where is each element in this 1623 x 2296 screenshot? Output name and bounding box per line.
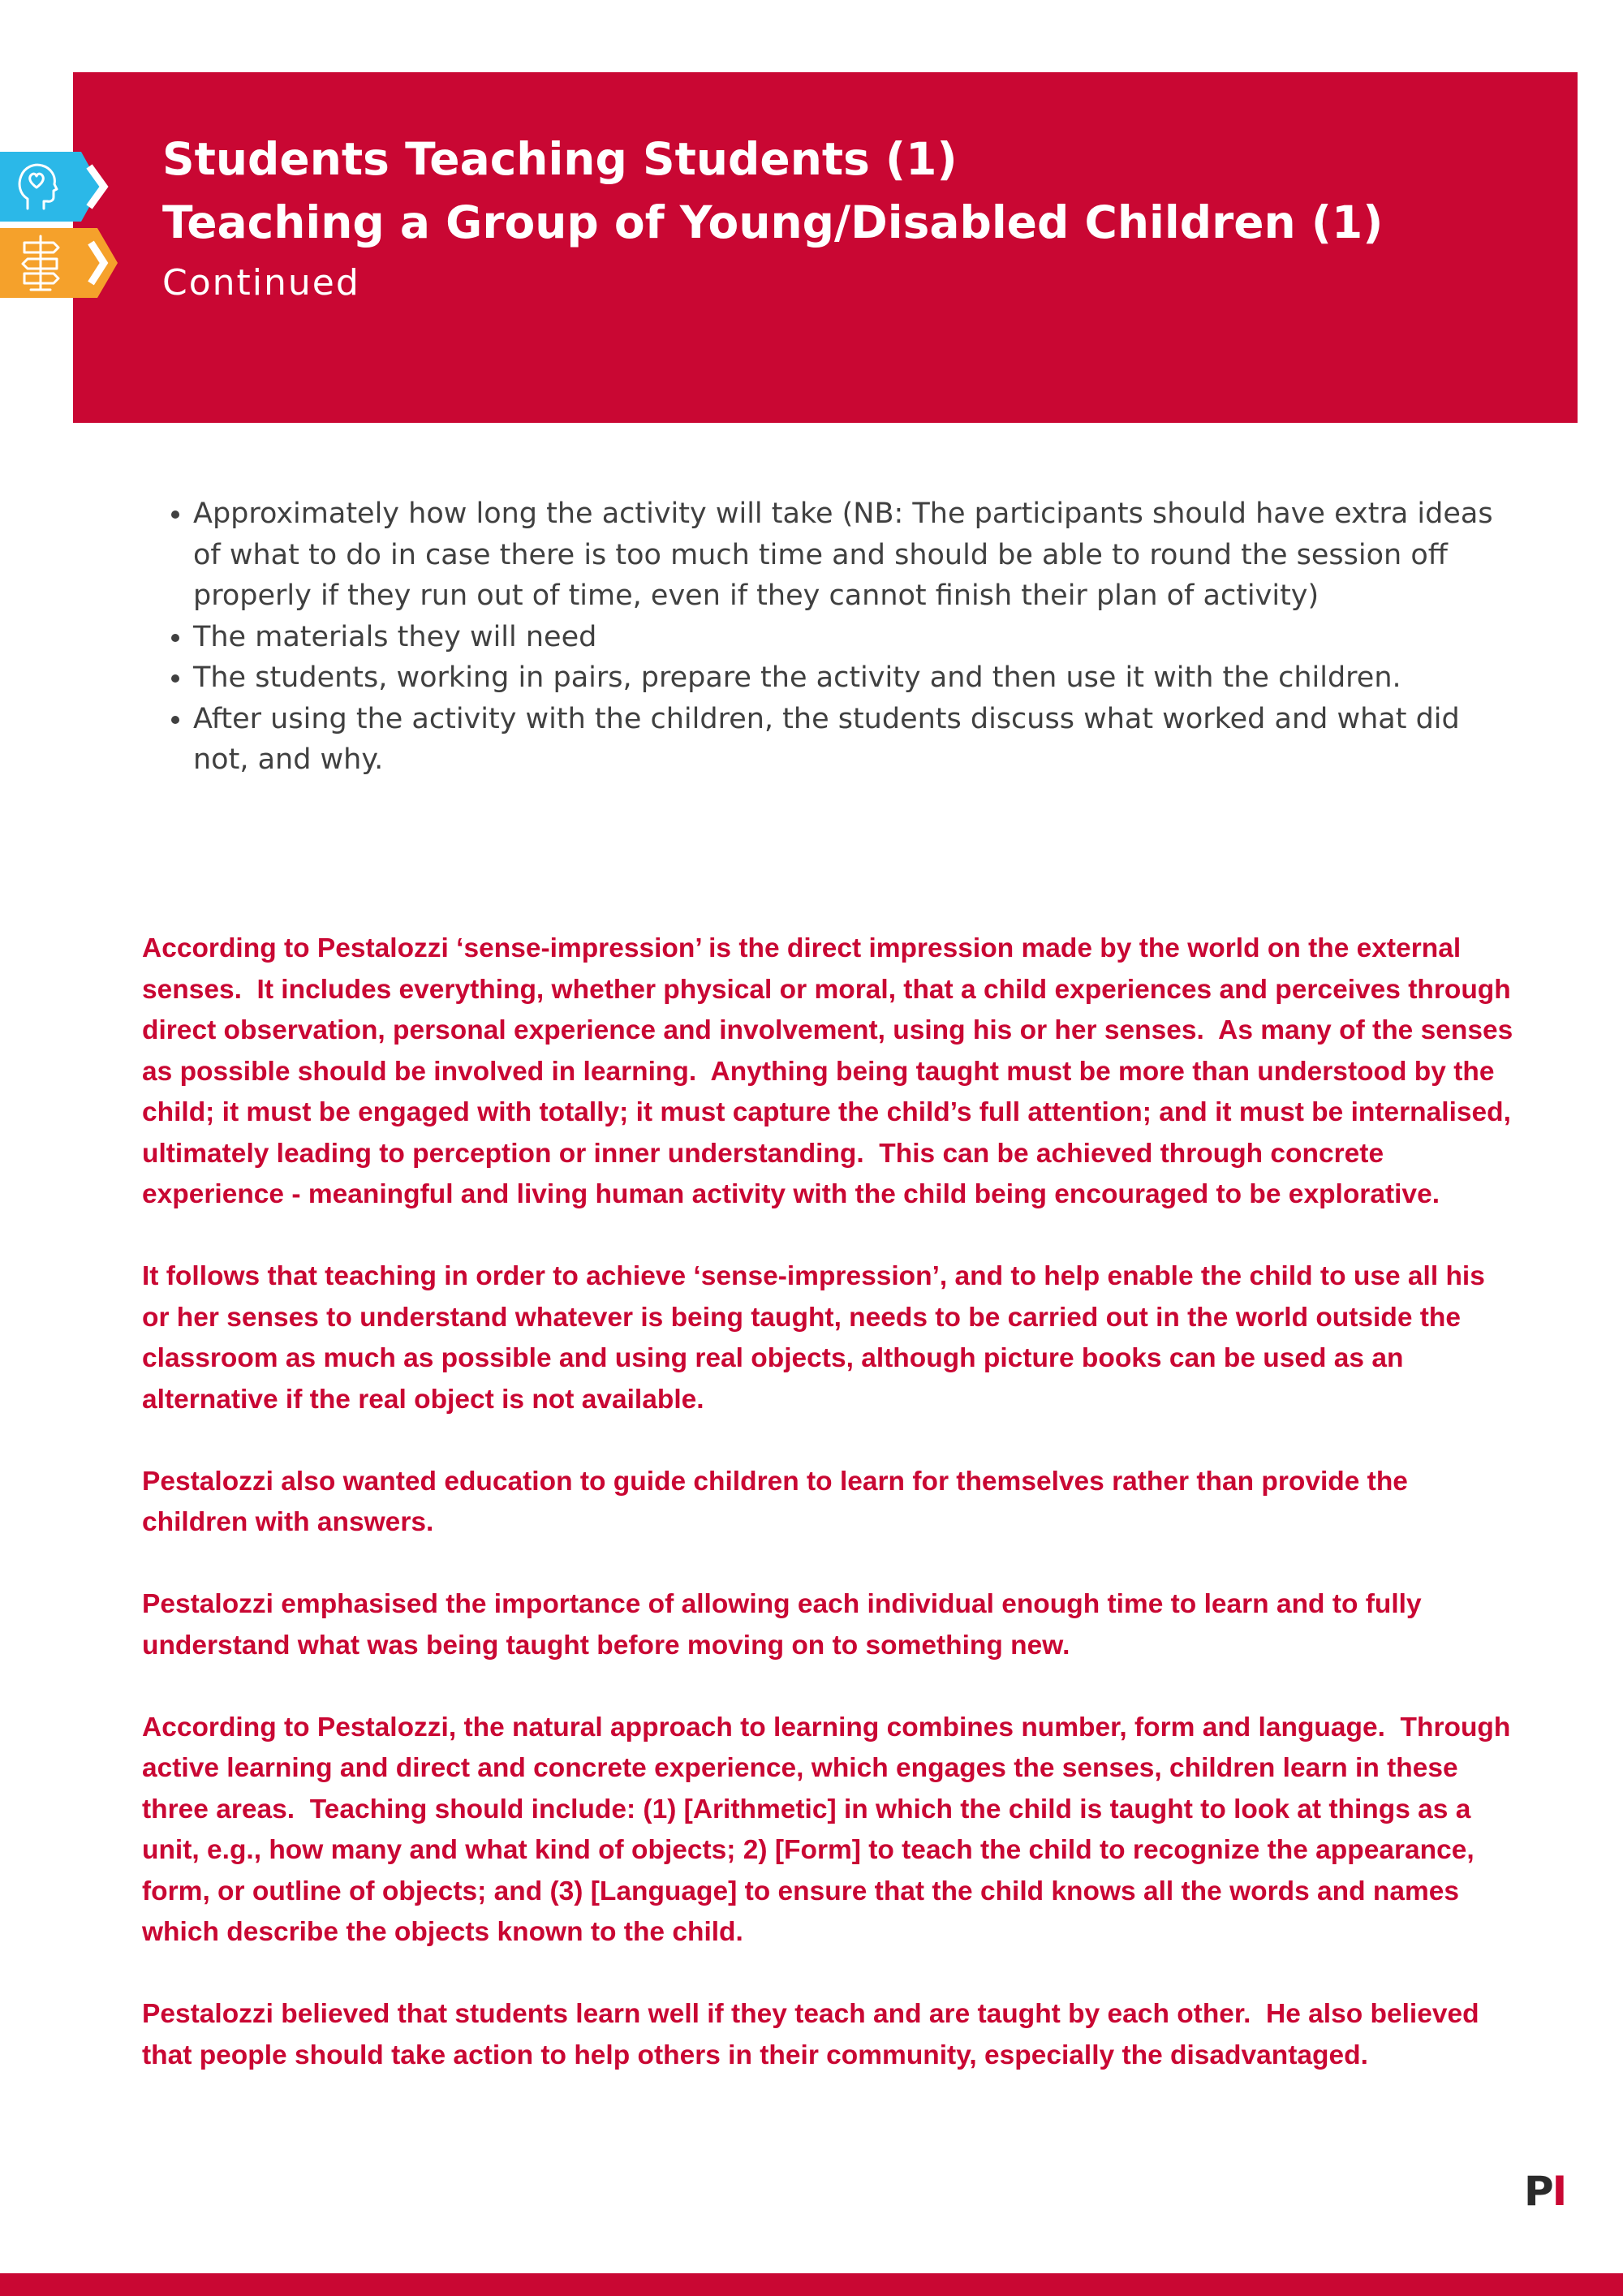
page-title-line-2: Teaching a Group of Young/Disabled Children (1)	[162, 196, 1384, 248]
paragraph-enough-time: Pestalozzi emphasised the importance of allowing each individual enough time to learn and to fully understand what was being taught before moving on to something new.	[142, 1589, 1429, 1661]
list-item: • The materials they will need	[193, 617, 1524, 658]
paragraph-outside-classroom: It follows that teaching in order to achieve ‘sense-impression’, and to help enable the child to use all his or her senses to understand whatever is being taught, needs to be carried out in the world outside the classroom as much as possible and using real objects, although picture books can be used as an alternative if the real object is not available.	[142, 1261, 1493, 1415]
page-subtitle: Continued	[162, 262, 360, 304]
activity-planning-list	[158, 493, 1524, 781]
list-item: • After using the activity with the children, the students discuss what worked and what did not, and why.	[193, 699, 1524, 781]
pi-logo	[1524, 2169, 1565, 2214]
list-item: • The students, working in pairs, prepare the activity and then use it with the children.	[193, 657, 1524, 699]
footer-bar	[0, 2273, 1623, 2296]
paragraph-number-form-language: According to Pestalozzi, the natural approach to learning combines number, form and language. Through active learning and direct and concrete experience, which engages the senses, children learn in these three areas. Teaching should include: (1) [Arithmetic] in which the child is taught to look at things as a unit, e.g., how many and what kind of objects; 2) [Form] to teach the child to recognize the appearance, form, or outline of objects; and (3) [Language] to ensure that the child knows all the words and names which describe the objects known to the child.	[142, 1712, 1518, 1947]
logo-letter-i: I	[1552, 2168, 1566, 2215]
header-banner	[73, 72, 1578, 423]
paragraph-teach-each-other: Pestalozzi believed that students learn well if they teach and are taught by each other. He also believed that people should take action to help others in their community, especially the disadvantaged.	[142, 1999, 1487, 2070]
signpost-icon	[0, 228, 122, 298]
page-title-line-1: Students Teaching Students (1)	[162, 133, 958, 185]
head-heart-icon	[0, 152, 122, 222]
pestalozzi-notes	[142, 928, 1521, 2117]
list-item: • Approximately how long the activity will take (NB: The participants should have extra ideas of what to do in case there is too much time and should be able to round the session off properly if they run out of time, even if they cannot finish their plan of activity)	[193, 493, 1524, 617]
paragraph-learn-for-themselves: Pestalozzi also wanted education to guide children to learn for themselves rather than provide the children with answers.	[142, 1466, 1416, 1537]
logo-letter-p: P	[1524, 2168, 1552, 2215]
paragraph-sense-impression: According to Pestalozzi ‘sense-impression’ is the direct impression made by the world on the external senses. It includes everything, whether physical or moral, that a child experiences and perceives through direct observation, personal experience and involvement, using his or her senses. As many of the senses as possible should be involved in learning. Anything being taught must be more than understood by the child; it must be engaged with totally; it must capture the child’s full attention; and it must be internalised, ultimately leading to perception or inner understanding. This can be achieved through concrete experience - meaningful and living human activity with the child being encouraged to be explorative.	[142, 933, 1521, 1209]
